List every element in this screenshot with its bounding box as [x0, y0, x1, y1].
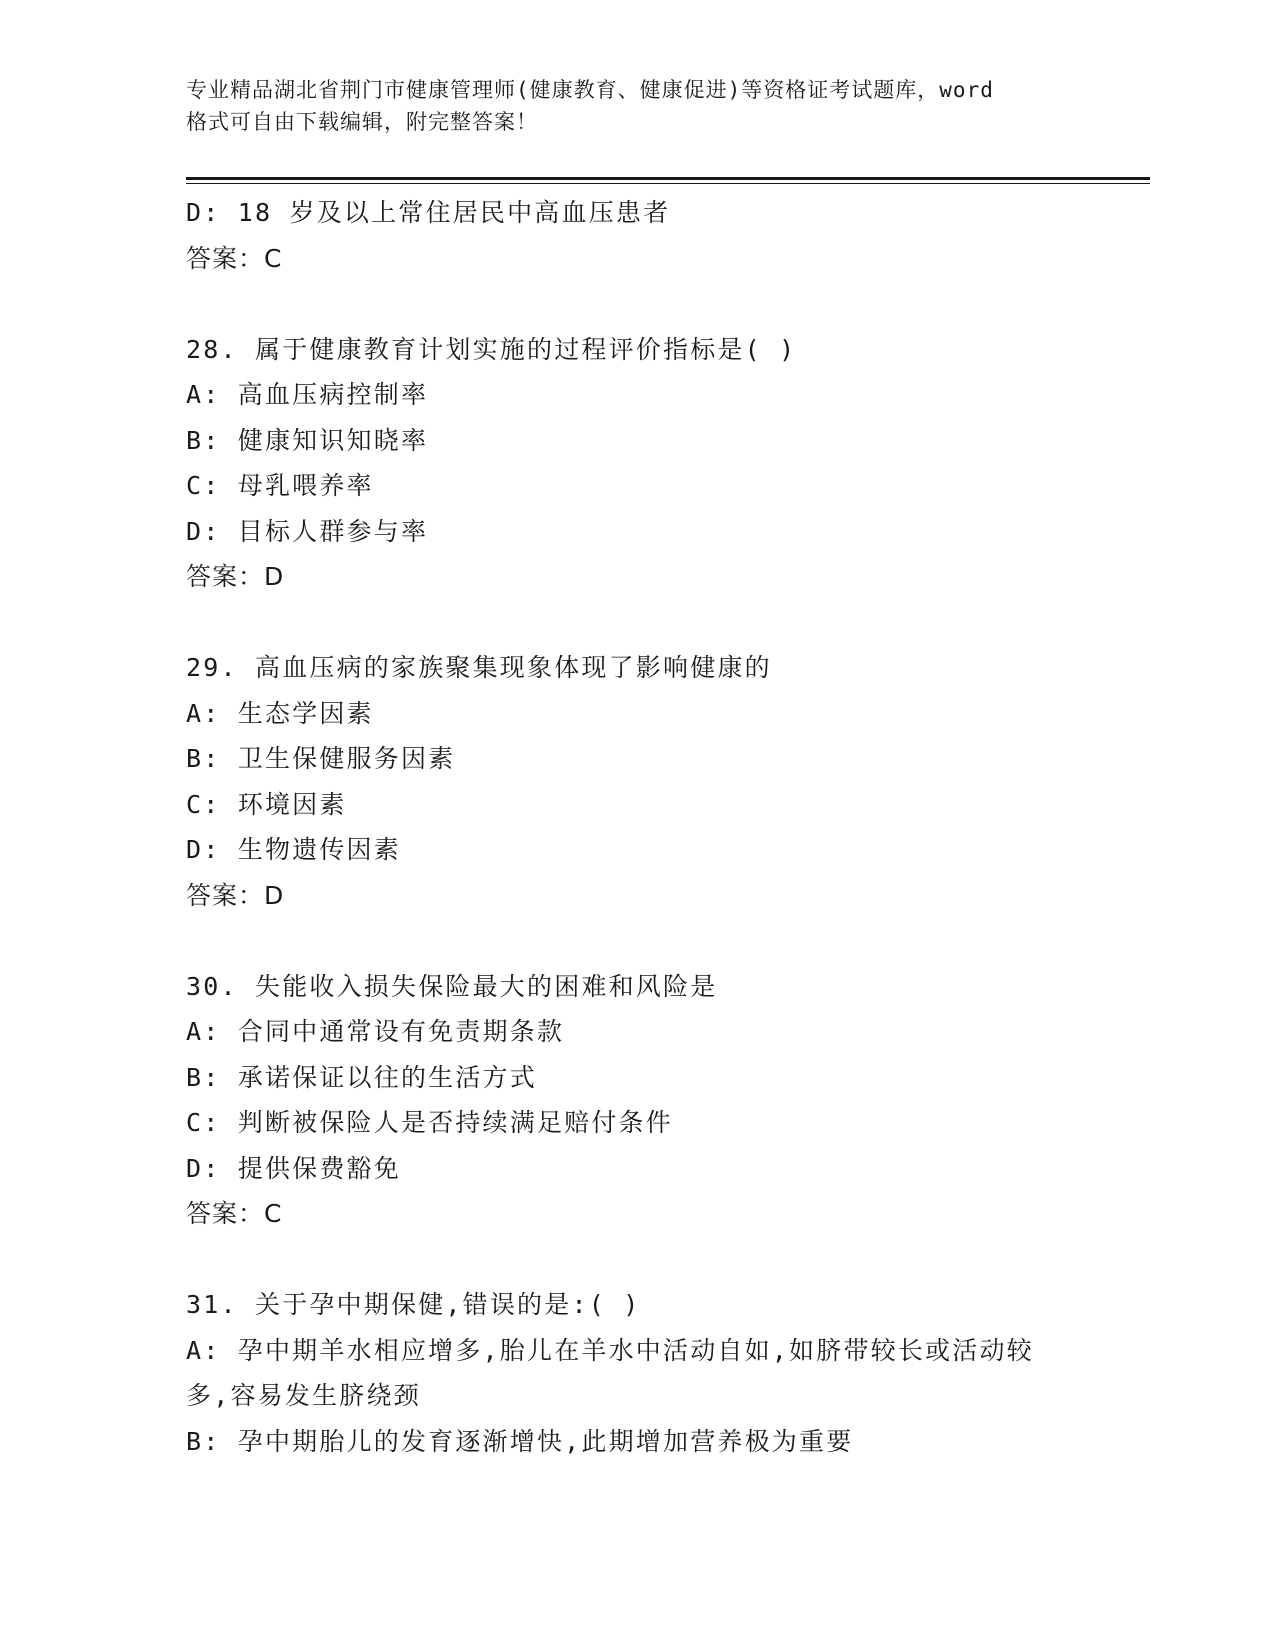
option-c: C: 判断被保险人是否持续满足赔付条件 — [186, 1108, 673, 1137]
question-31 — [186, 1282, 1086, 1464]
question-stem: 28. 属于健康教育计划实施的过程评价指标是( ) — [186, 334, 797, 364]
spacer — [186, 1237, 1086, 1283]
question-30 — [186, 964, 1086, 1237]
answer-line: 答案：D — [186, 562, 285, 591]
answer-line: 答案：D — [186, 880, 285, 910]
question-stem: 30. 失能收入损失保险最大的困难和风险是 — [186, 971, 718, 1001]
spacer — [186, 281, 1086, 327]
answer-line: 答案：C — [186, 243, 283, 273]
option-d: D: 提供保费豁免 — [186, 1153, 401, 1183]
header-line-2: 格式可自由下载编辑，附完整答案！ — [186, 110, 538, 134]
option-b: B: 承诺保证以往的生活方式 — [186, 1062, 537, 1092]
header-divider-thick — [186, 177, 1150, 180]
option-c: C: 环境因素 — [186, 789, 347, 819]
option-a: A: 合同中通常设有免责期条款 — [186, 1017, 565, 1046]
option-b: B: 健康知识知晓率 — [186, 425, 429, 455]
option-a: A: 生态学因素 — [186, 698, 374, 728]
option-a: A: 孕中期羊水相应增多,胎儿在羊水中活动自如,如脐带较长或活动较 — [186, 1335, 1034, 1365]
option-d: D: 18 岁及以上常住居民中高血压患者 — [186, 198, 671, 227]
spacer — [186, 918, 1086, 964]
document-header — [186, 74, 1086, 138]
answer-line: 答案：C — [186, 1199, 283, 1228]
header-divider-thin — [186, 183, 1150, 184]
header-line-1: 专业精品湖北省荆门市健康管理师(健康教育、健康促进)等资格证考试题库，word — [186, 78, 994, 102]
option-d: D: 目标人群参与率 — [186, 516, 429, 546]
question-stem: 31. 关于孕中期保健,错误的是:( ) — [186, 1290, 641, 1319]
option-b: B: 卫生保健服务因素 — [186, 744, 456, 773]
option-c: C: 母乳喂养率 — [186, 471, 374, 500]
option-a-continued: 多,容易发生脐绕颈 — [186, 1381, 421, 1410]
option-d: D: 生物遗传因素 — [186, 835, 401, 864]
option-a: A: 高血压病控制率 — [186, 380, 429, 409]
question-stem: 29. 高血压病的家族聚集现象体现了影响健康的 — [186, 653, 772, 682]
question-28 — [186, 327, 1086, 600]
option-b: B: 孕中期胎儿的发育逐渐增快,此期增加营养极为重要 — [186, 1426, 854, 1456]
question-29 — [186, 645, 1086, 918]
spacer — [186, 600, 1086, 646]
question-list — [186, 190, 1086, 1464]
previous-question-tail — [186, 190, 1086, 281]
